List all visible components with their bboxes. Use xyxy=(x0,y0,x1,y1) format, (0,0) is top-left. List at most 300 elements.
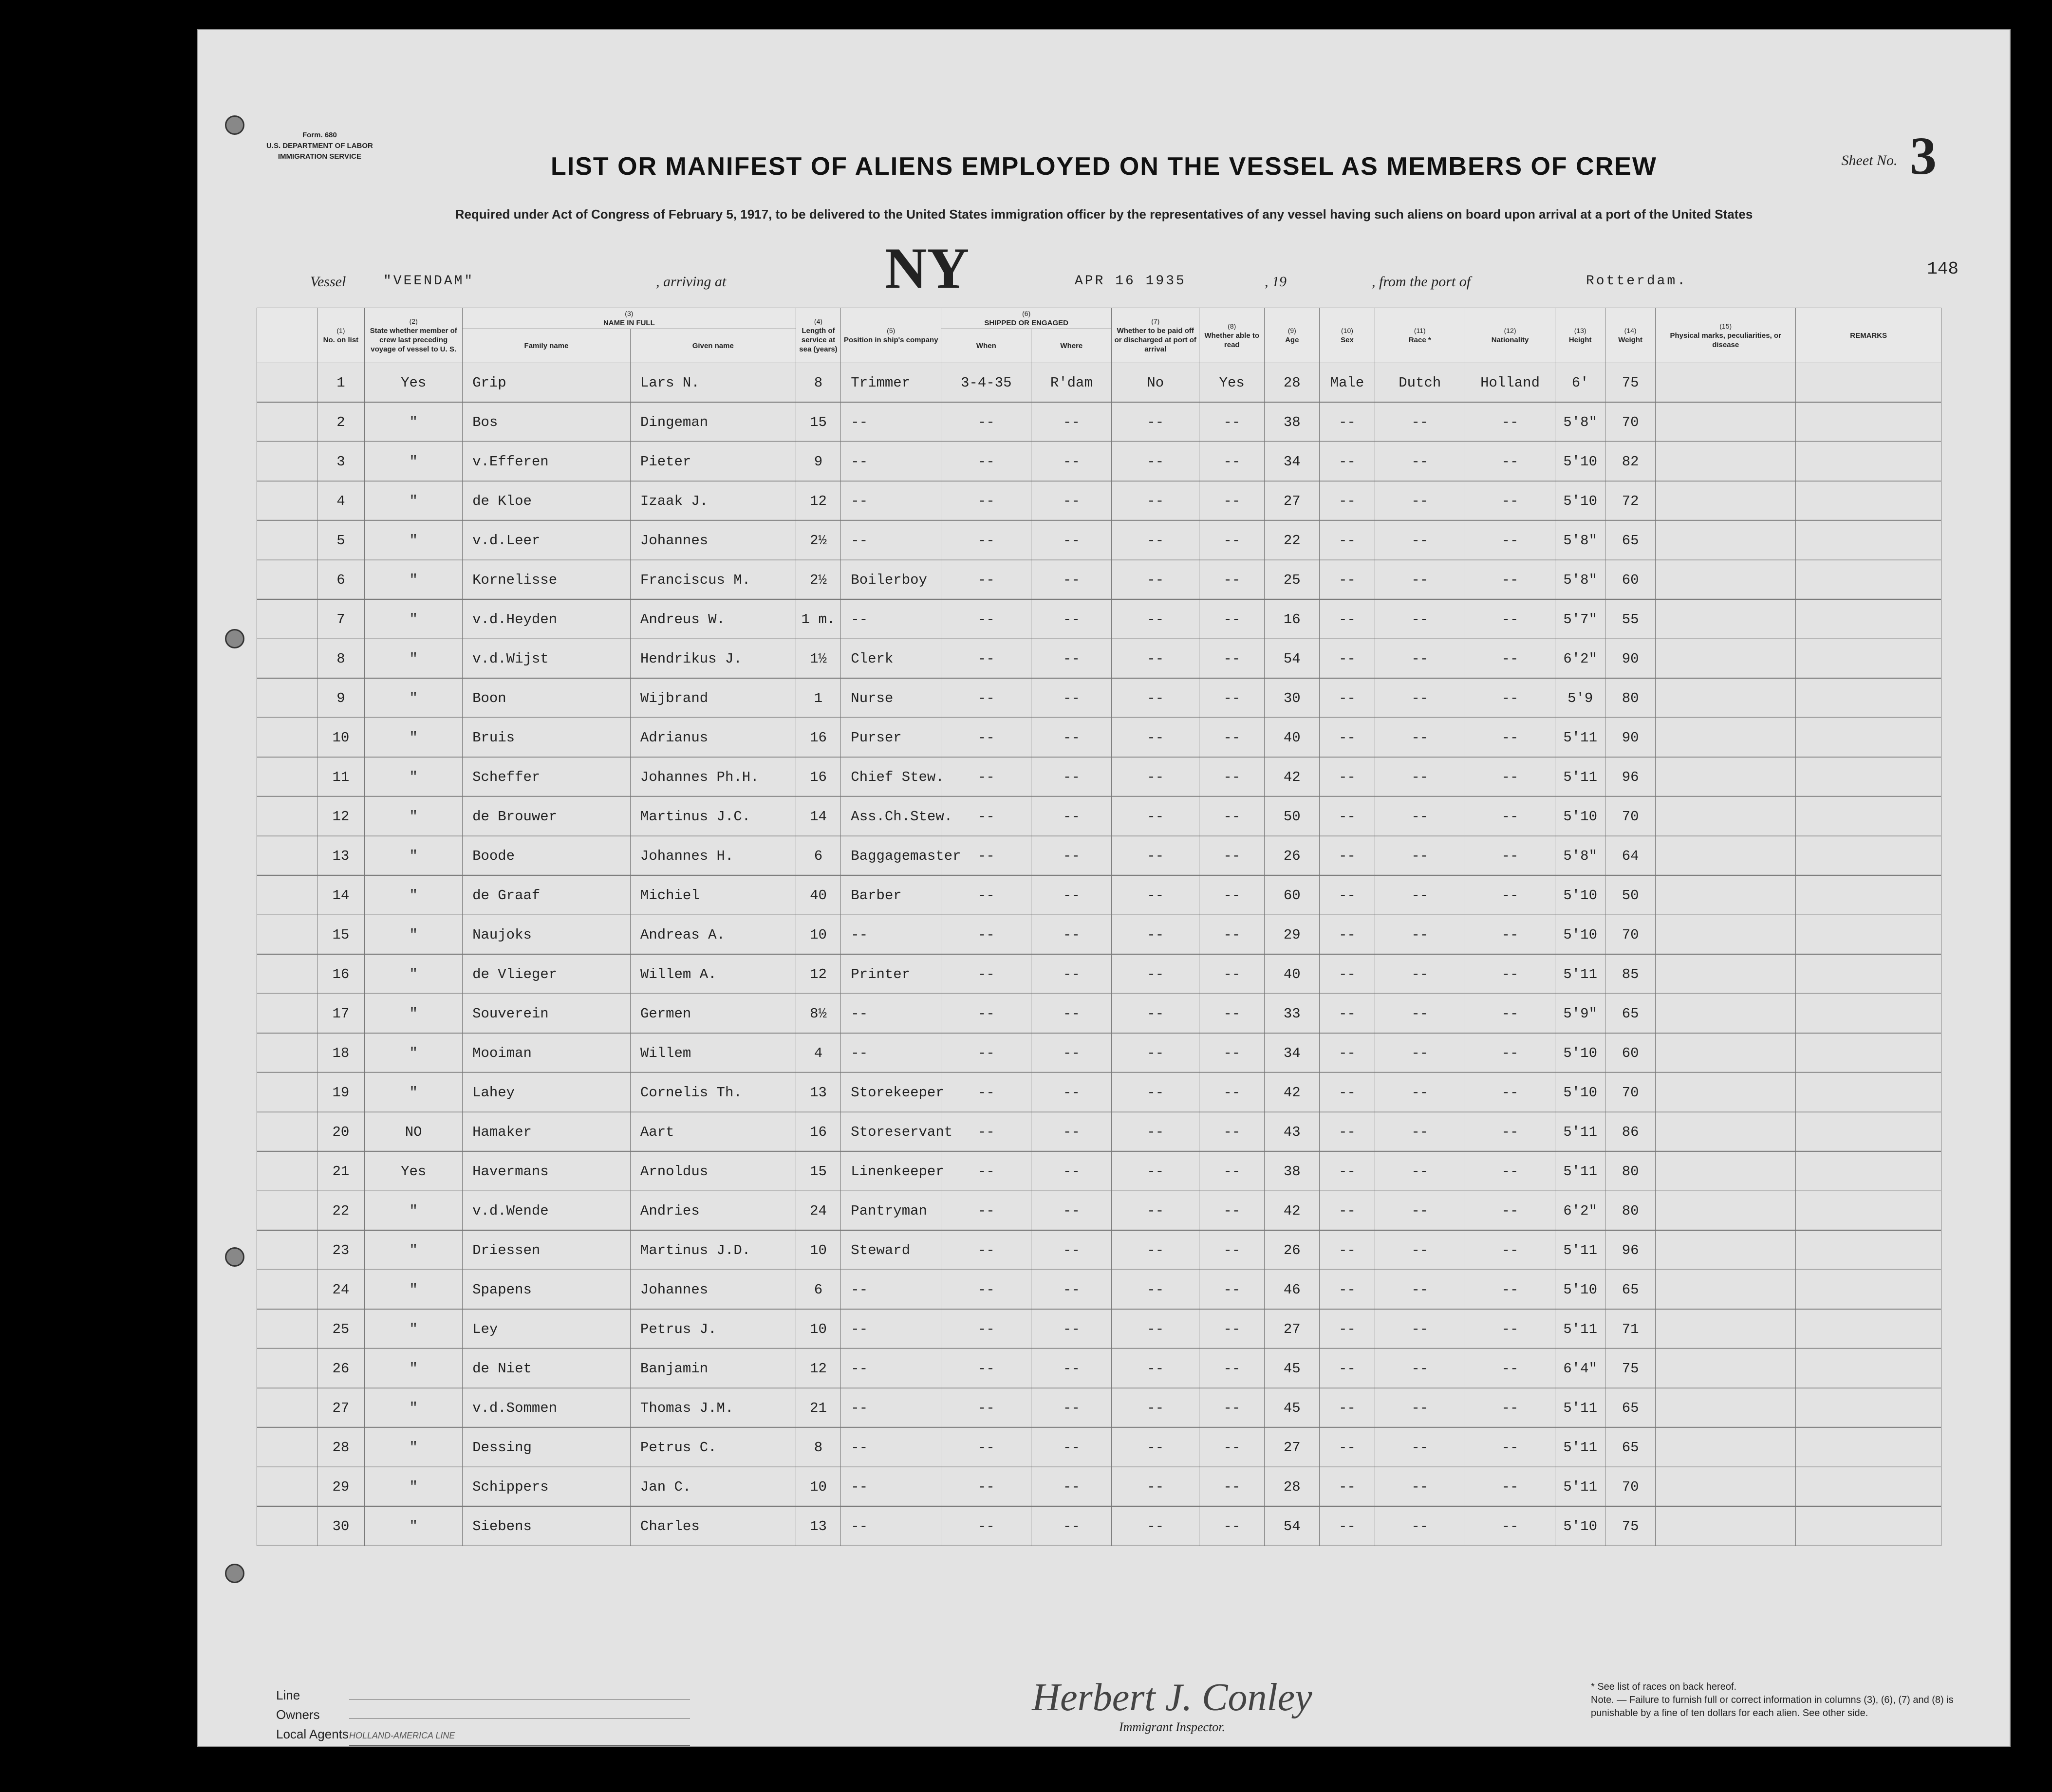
cell-family: Hamaker xyxy=(463,1112,631,1152)
cell-remarks xyxy=(1796,1507,1941,1546)
cell-sex: Male xyxy=(1320,363,1375,403)
header-shipped: (6) SHIPPED OR ENGAGED xyxy=(941,308,1112,329)
cell-position: -- xyxy=(841,994,941,1034)
cell-read: -- xyxy=(1199,955,1265,994)
owners-field: Owners xyxy=(276,1705,690,1724)
cell-where: -- xyxy=(1031,403,1112,442)
cell-read: -- xyxy=(1199,1349,1265,1388)
table-row xyxy=(257,876,1941,915)
cell-paid: -- xyxy=(1112,1388,1199,1428)
cell-sex: -- xyxy=(1320,481,1375,521)
cell-where: -- xyxy=(1031,1388,1112,1428)
agents-field: Local AgentsHOLLAND-AMERICA LINE xyxy=(276,1724,690,1746)
footnote-penalty: Note. — Failure to furnish full or correct information in columns (3), (6), (7) and (8) is punishable by a fine of ten dollars for each alien. See other side. xyxy=(1591,1695,1954,1718)
cell-remarks xyxy=(1796,1073,1941,1112)
cell-no: 30 xyxy=(317,1507,365,1546)
cell-read: -- xyxy=(1199,481,1265,521)
row-margin xyxy=(257,797,317,836)
cell-physical-marks xyxy=(1656,1349,1796,1388)
cell-nationality: -- xyxy=(1465,955,1555,994)
cell-where: -- xyxy=(1031,876,1112,915)
cell-when: -- xyxy=(941,1428,1031,1467)
cell-sex: -- xyxy=(1320,521,1375,560)
cell-when: -- xyxy=(941,1073,1031,1112)
cell-when: -- xyxy=(941,836,1031,876)
header-when: When xyxy=(941,329,1031,363)
cell-race: -- xyxy=(1375,836,1465,876)
cell-physical-marks xyxy=(1656,876,1796,915)
cell-weight: 60 xyxy=(1605,560,1656,600)
table-row xyxy=(257,639,1941,679)
cell-no: 29 xyxy=(317,1467,365,1507)
cell-physical-marks xyxy=(1656,521,1796,560)
cell-no: 13 xyxy=(317,836,365,876)
cell-no: 16 xyxy=(317,955,365,994)
cell-position: -- xyxy=(841,1428,941,1467)
cell-no: 9 xyxy=(317,679,365,718)
cell-weight: 50 xyxy=(1605,876,1656,915)
cell-height: 6' xyxy=(1555,363,1605,403)
cell-prev: " xyxy=(365,1428,463,1467)
cell-where: -- xyxy=(1031,836,1112,876)
cell-no: 1 xyxy=(317,363,365,403)
cell-physical-marks xyxy=(1656,718,1796,757)
cell-read: -- xyxy=(1199,1467,1265,1507)
cell-position: -- xyxy=(841,1310,941,1349)
cell-remarks xyxy=(1796,836,1941,876)
cell-age: 16 xyxy=(1265,600,1320,639)
cell-read: -- xyxy=(1199,1112,1265,1152)
cell-weight: 60 xyxy=(1605,1034,1656,1073)
cell-height: 5'8" xyxy=(1555,836,1605,876)
cell-paid: -- xyxy=(1112,797,1199,836)
cell-height: 5'10 xyxy=(1555,1507,1605,1546)
cell-where: -- xyxy=(1031,1191,1112,1231)
cell-height: 5'10 xyxy=(1555,1034,1605,1073)
cell-paid: -- xyxy=(1112,1034,1199,1073)
cell-height: 5'11 xyxy=(1555,718,1605,757)
cell-nationality: -- xyxy=(1465,442,1555,481)
cell-weight: 72 xyxy=(1605,481,1656,521)
cell-service: 1½ xyxy=(796,639,841,679)
table-row xyxy=(257,481,1941,521)
cell-age: 46 xyxy=(1265,1270,1320,1310)
header-paid-off: (7) Whether to be paid off or discharged at port of arrival xyxy=(1112,308,1199,363)
cell-race: -- xyxy=(1375,600,1465,639)
cell-age: 30 xyxy=(1265,679,1320,718)
cell-when: -- xyxy=(941,915,1031,955)
cell-no: 2 xyxy=(317,403,365,442)
cell-nationality: -- xyxy=(1465,876,1555,915)
cell-position: Barber xyxy=(841,876,941,915)
cell-given: Franciscus M. xyxy=(630,560,796,600)
cell-where: -- xyxy=(1031,1073,1112,1112)
cell-given: Johannes xyxy=(630,1270,796,1310)
row-margin xyxy=(257,1428,317,1467)
cell-when: -- xyxy=(941,757,1031,797)
cell-physical-marks xyxy=(1656,679,1796,718)
cell-position: Baggagemaster xyxy=(841,836,941,876)
cell-family: Schippers xyxy=(463,1467,631,1507)
cell-weight: 65 xyxy=(1605,1388,1656,1428)
header-length-service: (4) Length of service at sea (years) xyxy=(796,308,841,363)
row-margin xyxy=(257,1112,317,1152)
cell-read: -- xyxy=(1199,1507,1265,1546)
cell-when: -- xyxy=(941,718,1031,757)
cell-weight: 71 xyxy=(1605,1310,1656,1349)
cell-sex: -- xyxy=(1320,1270,1375,1310)
cell-where: -- xyxy=(1031,639,1112,679)
cell-weight: 80 xyxy=(1605,679,1656,718)
cell-read: -- xyxy=(1199,1191,1265,1231)
cell-position: Storekeeper xyxy=(841,1073,941,1112)
cell-no: 23 xyxy=(317,1231,365,1270)
cell-family: v.d.Heyden xyxy=(463,600,631,639)
cell-race: -- xyxy=(1375,679,1465,718)
cell-family: Bruis xyxy=(463,718,631,757)
cell-sex: -- xyxy=(1320,1349,1375,1388)
cell-paid: -- xyxy=(1112,757,1199,797)
cell-family: de Niet xyxy=(463,1349,631,1388)
cell-paid: -- xyxy=(1112,1428,1199,1467)
row-margin xyxy=(257,836,317,876)
cell-weight: 64 xyxy=(1605,836,1656,876)
cell-height: 5'8" xyxy=(1555,560,1605,600)
cell-when: -- xyxy=(941,994,1031,1034)
cell-given: Johannes xyxy=(630,521,796,560)
cell-nationality: -- xyxy=(1465,1191,1555,1231)
cell-when: -- xyxy=(941,1034,1031,1073)
cell-height: 5'11 xyxy=(1555,757,1605,797)
cell-nationality: -- xyxy=(1465,1270,1555,1310)
cell-service: 21 xyxy=(796,1388,841,1428)
header-given-name: Given name xyxy=(630,329,796,363)
cell-age: 28 xyxy=(1265,1467,1320,1507)
cell-service: 14 xyxy=(796,797,841,836)
cell-prev: " xyxy=(365,442,463,481)
cell-where: -- xyxy=(1031,1231,1112,1270)
cell-where: -- xyxy=(1031,521,1112,560)
cell-given: Andreus W. xyxy=(630,600,796,639)
cell-family: de Kloe xyxy=(463,481,631,521)
table-row xyxy=(257,403,1941,442)
cell-nationality: -- xyxy=(1465,1349,1555,1388)
cell-paid: -- xyxy=(1112,600,1199,639)
cell-age: 60 xyxy=(1265,876,1320,915)
cell-position: -- xyxy=(841,1507,941,1546)
cell-no: 22 xyxy=(317,1191,365,1231)
cell-physical-marks xyxy=(1656,560,1796,600)
cell-read: -- xyxy=(1199,757,1265,797)
cell-service: 9 xyxy=(796,442,841,481)
table-row xyxy=(257,1270,1941,1310)
cell-sex: -- xyxy=(1320,1073,1375,1112)
punch-hole-icon xyxy=(225,1247,244,1267)
cell-physical-marks xyxy=(1656,1428,1796,1467)
cell-when: -- xyxy=(941,1349,1031,1388)
cell-given: Johannes Ph.H. xyxy=(630,757,796,797)
header-remarks: REMARKS xyxy=(1796,308,1941,363)
cell-age: 27 xyxy=(1265,1310,1320,1349)
cell-physical-marks xyxy=(1656,600,1796,639)
cell-read: -- xyxy=(1199,1152,1265,1191)
cell-height: 5'10 xyxy=(1555,1270,1605,1310)
cell-weight: 90 xyxy=(1605,639,1656,679)
cell-prev: " xyxy=(365,481,463,521)
cell-age: 50 xyxy=(1265,797,1320,836)
cell-given: Petrus J. xyxy=(630,1310,796,1349)
table-row xyxy=(257,1034,1941,1073)
cell-family: Driessen xyxy=(463,1231,631,1270)
cell-weight: 82 xyxy=(1605,442,1656,481)
cell-position: Nurse xyxy=(841,679,941,718)
cell-weight: 96 xyxy=(1605,757,1656,797)
cell-when: -- xyxy=(941,1507,1031,1546)
cell-physical-marks xyxy=(1656,639,1796,679)
cell-nationality: -- xyxy=(1465,1310,1555,1349)
cell-sex: -- xyxy=(1320,639,1375,679)
from-port: Rotterdam. xyxy=(1586,274,1688,289)
cell-age: 28 xyxy=(1265,363,1320,403)
cell-given: Charles xyxy=(630,1507,796,1546)
cell-prev: NO xyxy=(365,1112,463,1152)
table-row xyxy=(257,1428,1941,1467)
cell-prev: " xyxy=(365,757,463,797)
cell-given: Andries xyxy=(630,1191,796,1231)
cell-remarks xyxy=(1796,1112,1941,1152)
table-row xyxy=(257,442,1941,481)
cell-remarks xyxy=(1796,718,1941,757)
cell-service: 1 m. xyxy=(796,600,841,639)
cell-family: Mooiman xyxy=(463,1034,631,1073)
cell-prev: " xyxy=(365,403,463,442)
cell-remarks xyxy=(1796,915,1941,955)
cell-physical-marks xyxy=(1656,955,1796,994)
arriving-port: NY xyxy=(885,236,970,300)
cell-family: Scheffer xyxy=(463,757,631,797)
cell-height: 5'10 xyxy=(1555,1073,1605,1112)
row-margin xyxy=(257,600,317,639)
cell-race: -- xyxy=(1375,1388,1465,1428)
header-name-in-full: (3) NAME IN FULL xyxy=(463,308,796,329)
cell-service: 10 xyxy=(796,1231,841,1270)
cell-age: 54 xyxy=(1265,1507,1320,1546)
cell-nationality: -- xyxy=(1465,1034,1555,1073)
cell-weight: 75 xyxy=(1605,1507,1656,1546)
cell-service: 6 xyxy=(796,836,841,876)
cell-race: -- xyxy=(1375,1112,1465,1152)
cell-height: 5'10 xyxy=(1555,797,1605,836)
cell-race: -- xyxy=(1375,1270,1465,1310)
cell-where: -- xyxy=(1031,1112,1112,1152)
cell-when: -- xyxy=(941,1270,1031,1310)
table-row xyxy=(257,1310,1941,1349)
cell-position: Printer xyxy=(841,955,941,994)
cell-weight: 96 xyxy=(1605,1231,1656,1270)
cell-height: 5'9" xyxy=(1555,994,1605,1034)
cell-physical-marks xyxy=(1656,1231,1796,1270)
cell-weight: 65 xyxy=(1605,521,1656,560)
cell-where: R'dam xyxy=(1031,363,1112,403)
cell-physical-marks xyxy=(1656,836,1796,876)
footnote-races: * See list of races on back hereof. xyxy=(1591,1681,1737,1692)
cell-height: 6'4" xyxy=(1555,1349,1605,1388)
cell-paid: -- xyxy=(1112,639,1199,679)
row-margin xyxy=(257,1191,317,1231)
table-row xyxy=(257,955,1941,994)
cell-prev: " xyxy=(365,955,463,994)
cell-sex: -- xyxy=(1320,1034,1375,1073)
cell-weight: 75 xyxy=(1605,363,1656,403)
cell-paid: -- xyxy=(1112,994,1199,1034)
cell-when: -- xyxy=(941,600,1031,639)
header-family-name: Family name xyxy=(463,329,631,363)
cell-height: 5'11 xyxy=(1555,1112,1605,1152)
cell-physical-marks xyxy=(1656,994,1796,1034)
table-row xyxy=(257,1349,1941,1388)
cell-no: 5 xyxy=(317,521,365,560)
cell-where: -- xyxy=(1031,955,1112,994)
cell-physical-marks xyxy=(1656,1152,1796,1191)
cell-no: 25 xyxy=(317,1310,365,1349)
cell-height: 5'11 xyxy=(1555,1467,1605,1507)
cell-sex: -- xyxy=(1320,994,1375,1034)
cell-age: 29 xyxy=(1265,915,1320,955)
cell-when: -- xyxy=(941,403,1031,442)
cell-paid: -- xyxy=(1112,403,1199,442)
cell-height: 5'10 xyxy=(1555,876,1605,915)
cell-height: 5'11 xyxy=(1555,1152,1605,1191)
cell-height: 5'8" xyxy=(1555,521,1605,560)
cell-remarks xyxy=(1796,1231,1941,1270)
cell-remarks xyxy=(1796,1191,1941,1231)
row-margin xyxy=(257,1034,317,1073)
cell-service: 16 xyxy=(796,718,841,757)
cell-race: -- xyxy=(1375,1073,1465,1112)
cell-family: v.d.Sommen xyxy=(463,1388,631,1428)
cell-read: -- xyxy=(1199,1073,1265,1112)
cell-read: -- xyxy=(1199,639,1265,679)
cell-nationality: -- xyxy=(1465,600,1555,639)
cell-where: -- xyxy=(1031,1270,1112,1310)
cell-no: 21 xyxy=(317,1152,365,1191)
cell-prev: " xyxy=(365,1388,463,1428)
header-margin xyxy=(257,308,317,363)
cell-sex: -- xyxy=(1320,403,1375,442)
cell-service: 15 xyxy=(796,1152,841,1191)
cell-weight: 86 xyxy=(1605,1112,1656,1152)
cell-no: 19 xyxy=(317,1073,365,1112)
cell-remarks xyxy=(1796,639,1941,679)
row-margin xyxy=(257,994,317,1034)
cell-prev: Yes xyxy=(365,363,463,403)
cell-no: 20 xyxy=(317,1112,365,1152)
cell-where: -- xyxy=(1031,442,1112,481)
cell-position: -- xyxy=(841,1388,941,1428)
cell-family: Souverein xyxy=(463,994,631,1034)
cell-remarks xyxy=(1796,363,1941,403)
cell-remarks xyxy=(1796,600,1941,639)
cell-sex: -- xyxy=(1320,1152,1375,1191)
cell-weight: 80 xyxy=(1605,1152,1656,1191)
cell-read: -- xyxy=(1199,915,1265,955)
cell-prev: " xyxy=(365,1467,463,1507)
cell-physical-marks xyxy=(1656,915,1796,955)
cell-age: 42 xyxy=(1265,757,1320,797)
cell-sex: -- xyxy=(1320,718,1375,757)
cell-service: 13 xyxy=(796,1507,841,1546)
page-subtitle: Required under Act of Congress of February 5, 1917, to be delivered to the United States immigration officer by the representatives of any vessel having such aliens on board upon arrival at a port of the United States xyxy=(455,207,1753,222)
cell-physical-marks xyxy=(1656,1073,1796,1112)
cell-paid: -- xyxy=(1112,481,1199,521)
cell-race: -- xyxy=(1375,955,1465,994)
cell-age: 27 xyxy=(1265,481,1320,521)
cell-when: -- xyxy=(941,1231,1031,1270)
cell-prev: " xyxy=(365,876,463,915)
table-header xyxy=(257,308,1941,363)
cell-sex: -- xyxy=(1320,442,1375,481)
cell-remarks xyxy=(1796,1152,1941,1191)
cell-where: -- xyxy=(1031,1310,1112,1349)
cell-remarks xyxy=(1796,521,1941,560)
cell-given: Johannes H. xyxy=(630,836,796,876)
cell-sex: -- xyxy=(1320,1310,1375,1349)
table-row xyxy=(257,1191,1941,1231)
cell-age: 26 xyxy=(1265,1231,1320,1270)
cell-height: 5'9 xyxy=(1555,679,1605,718)
from-port-label: , from the port of xyxy=(1372,274,1471,290)
cell-read: -- xyxy=(1199,1388,1265,1428)
table-row xyxy=(257,521,1941,560)
cell-race: -- xyxy=(1375,718,1465,757)
cell-age: 22 xyxy=(1265,521,1320,560)
punch-hole-icon xyxy=(225,115,244,135)
cell-age: 34 xyxy=(1265,1034,1320,1073)
form-service: IMMIGRATION SERVICE xyxy=(278,152,361,161)
cell-given: Willem xyxy=(630,1034,796,1073)
row-margin xyxy=(257,442,317,481)
cell-age: 38 xyxy=(1265,1152,1320,1191)
cell-race: -- xyxy=(1375,1467,1465,1507)
cell-sex: -- xyxy=(1320,1507,1375,1546)
cell-position: Ass.Ch.Stew. xyxy=(841,797,941,836)
cell-race: -- xyxy=(1375,1152,1465,1191)
cell-family: Bos xyxy=(463,403,631,442)
manifest-sheet xyxy=(197,29,2011,1747)
row-margin xyxy=(257,718,317,757)
cell-position: -- xyxy=(841,1270,941,1310)
cell-weight: 70 xyxy=(1605,1073,1656,1112)
cell-remarks xyxy=(1796,955,1941,994)
cell-given: Cornelis Th. xyxy=(630,1073,796,1112)
table-row xyxy=(257,1231,1941,1270)
cell-race: -- xyxy=(1375,560,1465,600)
cell-position: -- xyxy=(841,403,941,442)
cell-when: -- xyxy=(941,442,1031,481)
cell-no: 18 xyxy=(317,1034,365,1073)
row-margin xyxy=(257,955,317,994)
cell-age: 38 xyxy=(1265,403,1320,442)
cell-no: 14 xyxy=(317,876,365,915)
cell-nationality: -- xyxy=(1465,1507,1555,1546)
cell-age: 45 xyxy=(1265,1349,1320,1388)
table-row xyxy=(257,363,1941,403)
cell-weight: 65 xyxy=(1605,1270,1656,1310)
cell-given: Willem A. xyxy=(630,955,796,994)
cell-service: 2½ xyxy=(796,521,841,560)
cell-family: Lahey xyxy=(463,1073,631,1112)
cell-prev: " xyxy=(365,994,463,1034)
